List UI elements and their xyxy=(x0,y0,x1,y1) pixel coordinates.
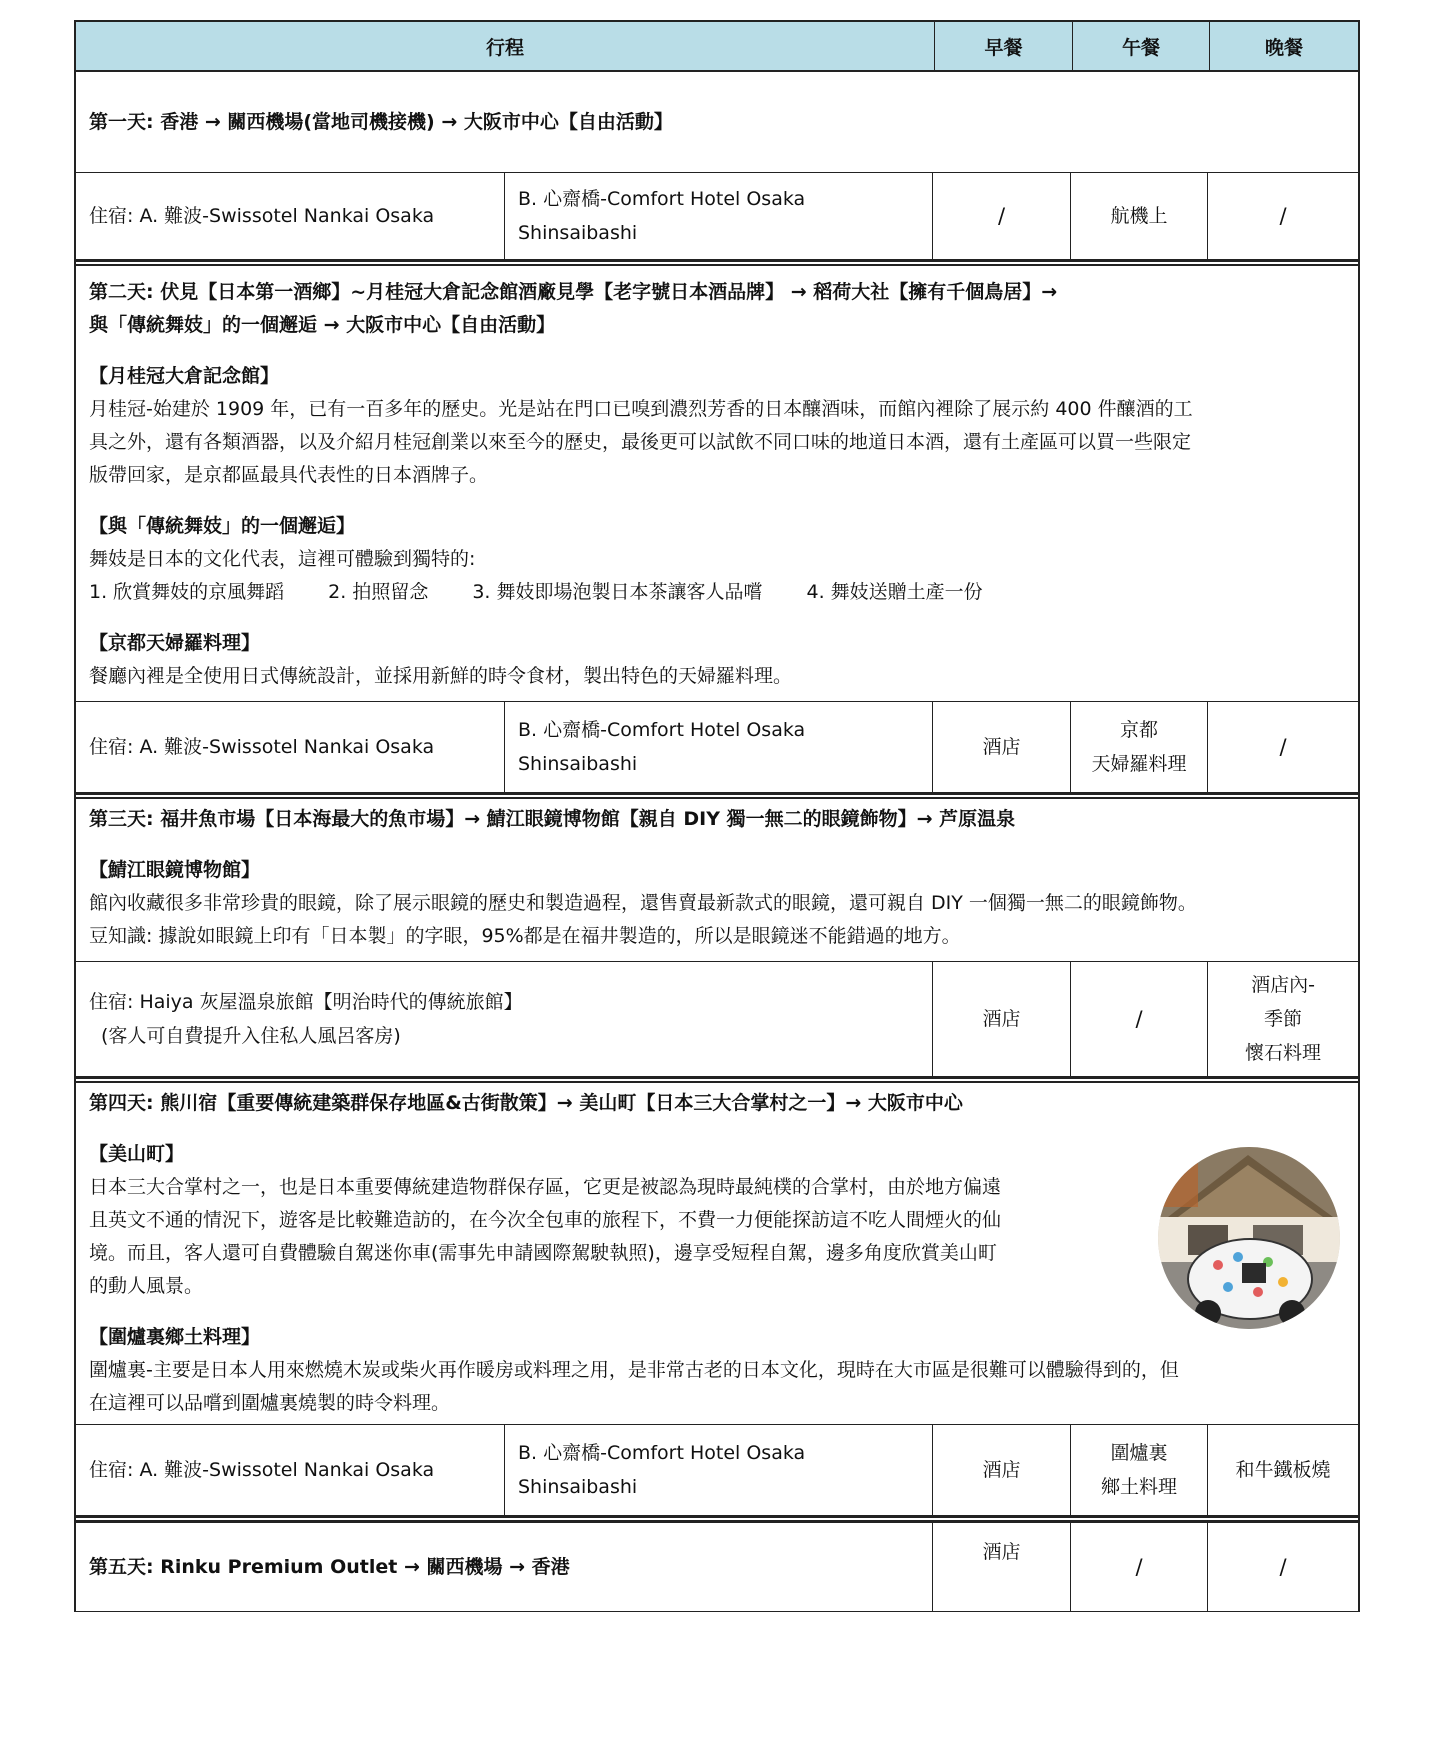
day1-hotel-b xyxy=(504,173,932,259)
day2-section1-line2: 具之外，還有各類酒器，以及介紹月桂冠創業以來至今的歷史，最後更可以試飲不同口味的地道日本酒，還有土產區可以買一些限定 xyxy=(89,431,1192,453)
day2-section1-line3: 版帶回家，是京都區最具代表性的日本酒牌子。 xyxy=(89,464,489,486)
day3-section1-line1: 館內收藏很多非常珍貴的眼鏡，除了展示眼鏡的歷史和製造過程，還售賣最新款式的眼鏡，還可親自 DIY 一個獨一無二的眼鏡飾物。 xyxy=(89,892,1197,914)
day2-section1-line1: 月桂冠-始建於 1909 年，已有一百多年的歷史。光是站在門口已嗅到濃烈芳香的日本釀酒味，而館內裡除了展示約 400 件釀酒的工 xyxy=(89,398,1193,420)
day4-breakfast: 酒店 xyxy=(932,1425,1070,1515)
dinner-line1: 酒店內- xyxy=(1251,974,1315,996)
lunch-line1: 圍爐裏 xyxy=(1110,1442,1168,1464)
day1-stay-row xyxy=(74,172,1360,260)
day4-title: 第四天: 熊川宿【重要傳統建築群保存地區&古街散策】→ 美山町【日本三大合掌村之一】→ 大阪市中心 xyxy=(89,1092,963,1114)
hotel-b-line1: B. 心齋橋-Comfort Hotel Osaka xyxy=(518,719,806,741)
hotel-b-line1: B. 心齋橋-Comfort Hotel Osaka xyxy=(518,188,806,210)
day2-section3-heading: 【京都天婦羅料理】 xyxy=(89,632,261,654)
day1-hotel-a xyxy=(76,173,504,259)
day4-block xyxy=(74,1083,1360,1424)
day1-breakfast: / xyxy=(932,173,1070,259)
list-item: 4. 舞妓送贈土產一份 xyxy=(806,581,983,603)
hotel-a-text: 住宿: A. 難波-Swissotel Nankai Osaka xyxy=(89,205,435,227)
header-lunch: 午餐 xyxy=(1072,22,1209,70)
day4-section1-line2: 且英文不通的情況下，遊客是比較難造訪的，在今次全包車的旅程下，不費一力便能探訪這不吃人間煙火的仙 xyxy=(89,1209,1002,1231)
hotel-b-line2: Shinsaibashi xyxy=(518,1476,638,1498)
day4-stay-row xyxy=(74,1424,1360,1516)
dinner-line3: 懷石料理 xyxy=(1244,1042,1321,1064)
list-item: 2. 拍照留念 xyxy=(328,581,429,603)
day3-section1-line2: 豆知識: 據說如眼鏡上印有「日本製」的字眼，95%都是在福井製造的，所以是眼鏡迷不能錯過的地方。 xyxy=(89,925,961,947)
day2-lunch xyxy=(1070,702,1207,792)
day3-dinner xyxy=(1207,962,1358,1076)
header-dinner: 晚餐 xyxy=(1209,22,1358,70)
list-item: 1. 欣賞舞妓的京風舞蹈 xyxy=(89,581,285,603)
hotel-a-text: 住宿: A. 難波-Swissotel Nankai Osaka xyxy=(89,736,435,758)
day5-dinner: / xyxy=(1207,1523,1358,1611)
day2-stay-row xyxy=(74,701,1360,793)
table-header xyxy=(74,20,1360,72)
lunch-line2: 天婦羅料理 xyxy=(1091,753,1187,775)
itinerary-table xyxy=(74,20,1360,1612)
day3-block xyxy=(74,799,1360,961)
miyama-photo xyxy=(1158,1147,1340,1329)
day3-section1-heading: 【鯖江眼鏡博物館】 xyxy=(89,859,261,881)
day5-breakfast: 酒店 xyxy=(932,1523,1070,1611)
header-itinerary: 行程 xyxy=(485,36,524,59)
day2-dinner: / xyxy=(1207,702,1358,792)
day2-block xyxy=(74,266,1360,701)
day4-lunch xyxy=(1070,1425,1207,1515)
day2-title-2: 與「傳統舞妓」的一個邂逅 → 大阪市中心【自由活動】 xyxy=(89,314,556,336)
day5-title: 第五天: Rinku Premium Outlet → 關西機場 → 香港 xyxy=(89,1556,570,1578)
hotel-b-line1: B. 心齋橋-Comfort Hotel Osaka xyxy=(518,1442,806,1464)
day2-hotel-b xyxy=(504,702,932,792)
day4-section2-line1: 圍爐裏-主要是日本人用來燃燒木炭或柴火再作暖房或料理之用，是非常古老的日本文化，現時在大市區是很難可以體驗得到的，但 xyxy=(89,1359,1179,1381)
day3-title: 第三天: 福井魚市場【日本海最大的魚市場】→ 鯖江眼鏡博物館【親自 DIY 獨一無二的眼鏡飾物】→ 芦原温泉 xyxy=(89,808,1016,830)
day2-hotel-a xyxy=(76,702,504,792)
hotel-b-line2: Shinsaibashi xyxy=(518,753,638,775)
day2-breakfast: 酒店 xyxy=(932,702,1070,792)
lunch-line1: 京都 xyxy=(1119,719,1158,741)
day4-section1-line1: 日本三大合掌村之一，也是日本重要傳統建造物群保存區，它更是被認為現時最純樸的合掌村，由於地方偏遠 xyxy=(89,1176,1002,1198)
dinner-line2: 季節 xyxy=(1263,1008,1302,1030)
day4-hotel-b xyxy=(504,1425,932,1515)
day1-block xyxy=(74,72,1360,172)
day4-section1-line4: 的動人風景。 xyxy=(89,1275,204,1297)
day3-stay-row xyxy=(74,961,1360,1077)
day5-lunch: / xyxy=(1070,1523,1207,1611)
day3-hotel xyxy=(76,962,932,1076)
hotel-a-text: 住宿: A. 難波-Swissotel Nankai Osaka xyxy=(89,1459,435,1481)
day3-lunch: / xyxy=(1070,962,1207,1076)
hotel-line2: (客人可自費提升入住私人風呂客房) xyxy=(101,1025,401,1047)
day4-dinner: 和牛鐵板燒 xyxy=(1207,1425,1358,1515)
day4-section2-heading: 【圍爐裏鄉土料理】 xyxy=(89,1326,261,1348)
day4-hotel-a xyxy=(76,1425,504,1515)
miyama-village-image xyxy=(1158,1147,1340,1329)
header-breakfast: 早餐 xyxy=(934,22,1072,70)
day4-section1-heading: 【美山町】 xyxy=(89,1143,185,1165)
day2-section2-heading: 【與「傳統舞妓」的一個邂逅】 xyxy=(89,515,356,537)
hotel-b-line2: Shinsaibashi xyxy=(518,222,638,244)
day2-section1-heading: 【月桂冠大倉記念館】 xyxy=(89,365,280,387)
day2-title-1: 第二天: 伏見【日本第一酒鄉】~月桂冠大倉記念館酒廠見學【老字號日本酒品牌】 → 稻荷大社【擁有千個鳥居】→ xyxy=(89,281,1058,303)
day3-breakfast: 酒店 xyxy=(932,962,1070,1076)
day1-lunch: 航機上 xyxy=(1070,173,1207,259)
day1-title: 第一天: 香港 → 關西機場(當地司機接機) → 大阪市中心【自由活動】 xyxy=(89,110,673,133)
lunch-line2: 鄉土料理 xyxy=(1100,1476,1177,1498)
day4-section2-line2: 在這裡可以品嚐到圍爐裏燒製的時令料理。 xyxy=(89,1392,451,1414)
day2-section2-line1: 舞妓是日本的文化代表，這裡可體驗到獨特的: xyxy=(89,548,476,570)
day1-dinner: / xyxy=(1207,173,1358,259)
day2-section2-items xyxy=(89,576,1345,609)
list-item: 3. 舞妓即場泡製日本茶讓客人品嚐 xyxy=(472,581,763,603)
day2-section3-line1: 餐廳內裡是全使用日式傳統設計，並採用新鮮的時令食材，製出特色的天婦羅料理。 xyxy=(89,665,793,687)
day5-row xyxy=(74,1522,1360,1612)
day4-section1-line3: 境。而且，客人還可自費體驗自駕迷你車(需事先申請國際駕駛執照)，邊享受短程自駕，邊多角度欣賞美山町 xyxy=(89,1242,997,1264)
hotel-line1: 住宿: Haiya 灰屋溫泉旅館【明治時代的傳統旅館】 xyxy=(89,991,523,1013)
